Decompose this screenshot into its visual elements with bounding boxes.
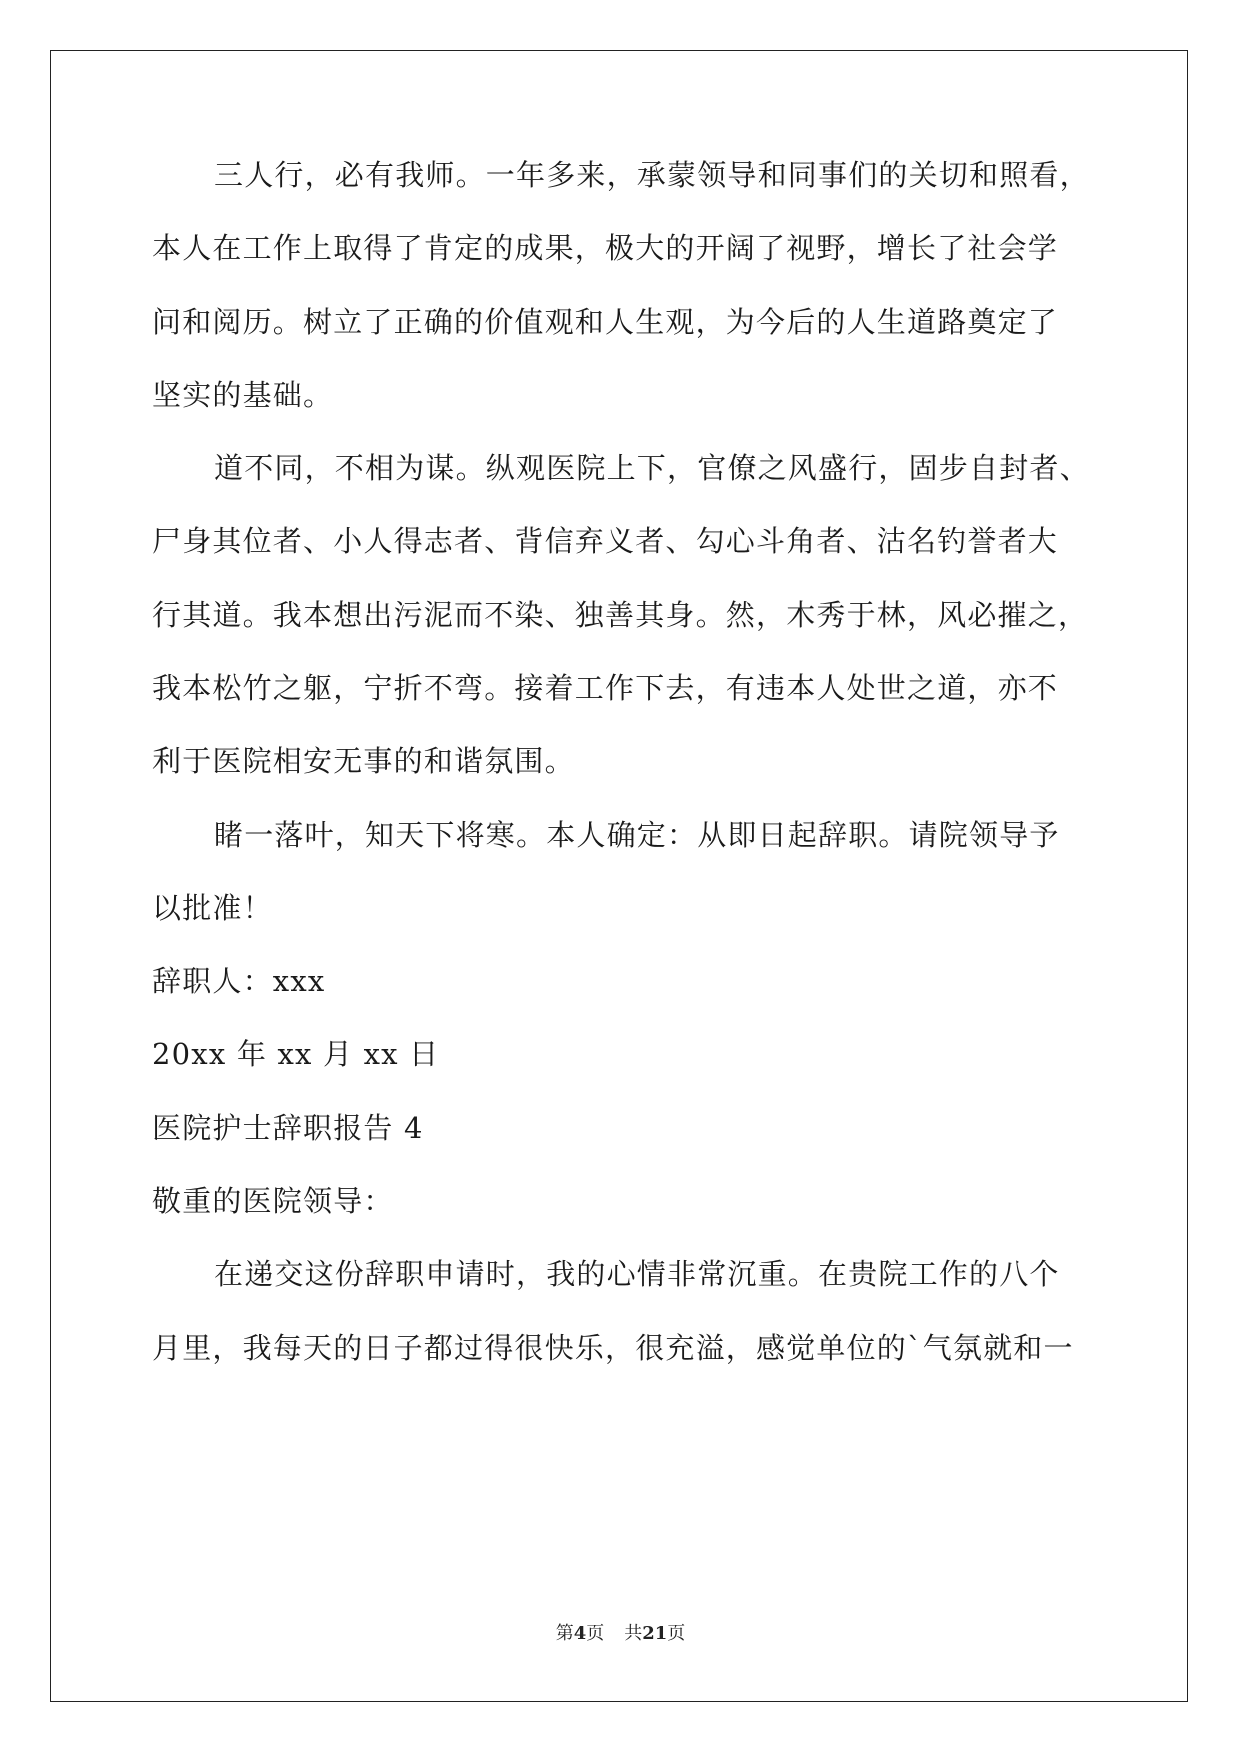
paragraph-line: 月里，我每天的日子都过得很快乐，很充溢，感觉单位的`气氛就和一 xyxy=(152,1331,1074,1365)
paragraph-line: 我本松竹之躯，宁折不弯。接着工作下去，有违本人处世之道，亦不 xyxy=(152,671,1059,705)
date-line: 20xx 年 xx 月 xx 日 xyxy=(152,1037,440,1071)
page-border xyxy=(50,50,1188,1702)
page-number: 4 xyxy=(573,1623,587,1644)
paragraph-line: 道不同，不相为谋。纵观医院上下，官僚之风盛行，固步自封者、 xyxy=(214,451,1090,485)
page-prefix: 第 xyxy=(555,1623,574,1644)
resigner-line: 辞职人：xxx xyxy=(152,964,326,998)
section-title: 医院护士辞职报告 4 xyxy=(152,1111,424,1145)
paragraph-line: 在递交这份辞职申请时，我的心情非常沉重。在贵院工作的八个 xyxy=(214,1257,1060,1291)
paragraph-line: 尸身其位者、小人得志者、背信弃义者、勾心斗角者、沽名钓誉者大 xyxy=(152,524,1059,558)
total-pages: 21 xyxy=(642,1623,668,1644)
salutation: 敬重的医院领导： xyxy=(152,1184,394,1218)
page-suffix: 页 xyxy=(586,1623,605,1644)
paragraph-line: 以批准！ xyxy=(152,891,273,925)
paragraph-line: 坚实的基础。 xyxy=(152,378,334,412)
paragraph-line: 利于医院相安无事的和谐氛围。 xyxy=(152,744,575,778)
paragraph-line: 问和阅历。树立了正确的价值观和人生观，为今后的人生道路奠定了 xyxy=(152,305,1059,339)
paragraph-line: 本人在工作上取得了肯定的成果，极大的开阔了视野，增长了社会学 xyxy=(152,231,1059,265)
page-footer xyxy=(0,1622,1241,1646)
paragraph-line: 行其道。我本想出污泥而不染、独善其身。然，木秀于林，风必摧之， xyxy=(152,598,1089,632)
paragraph-line: 睹一落叶，知天下将寒。本人确定：从即日起辞职。请院领导予 xyxy=(214,818,1060,852)
total-prefix: 共 xyxy=(624,1623,643,1644)
paragraph-line: 三人行，必有我师。一年多来，承蒙领导和同事们的关切和照看， xyxy=(214,158,1090,192)
total-suffix: 页 xyxy=(667,1623,686,1644)
